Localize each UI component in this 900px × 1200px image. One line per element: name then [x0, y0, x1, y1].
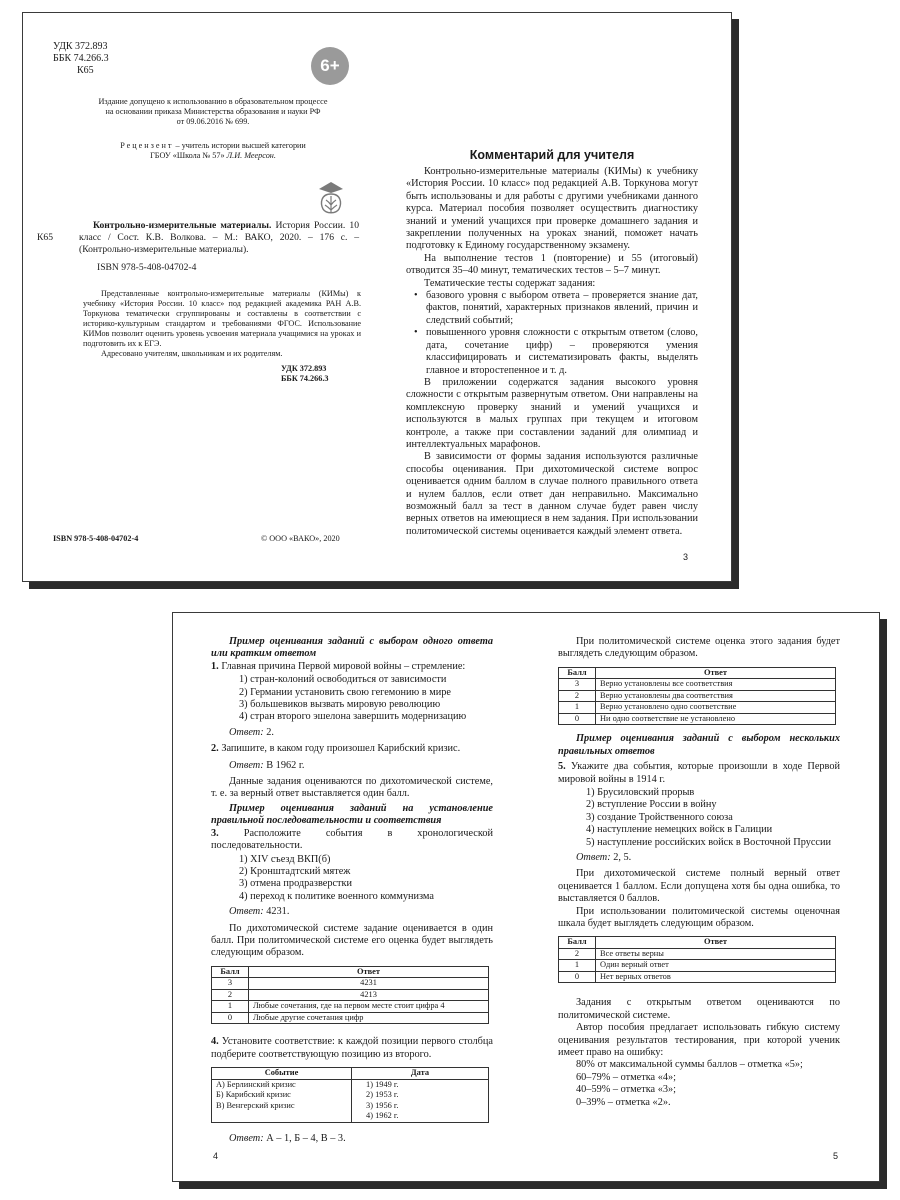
- question-4: Установите соответствие: к каждой позиции первого столбца подберите соответствующую позицию из второго.: [211, 1036, 494, 1060]
- option: 3) большевиков вызвать мировую революцию: [239, 699, 441, 711]
- isbn-main: ISBN 978-5-408-04702-4: [97, 262, 197, 273]
- option: 5) наступление российских войск в Восточной Пруссии: [586, 836, 832, 848]
- reviewer-label: Рецензент: [120, 141, 174, 150]
- option: 3) отмена продразверстки: [239, 878, 353, 890]
- answer-cell: Верно установлены два соответствия: [596, 690, 836, 702]
- score-cell: 0: [559, 713, 596, 725]
- section-heading: Пример оценивания заданий на установление правильной последовательности и соответствия: [211, 802, 493, 827]
- page-number-left: 4: [213, 1151, 219, 1161]
- section-heading: Пример оценивания заданий с выбором нескольких правильных ответов: [558, 733, 840, 757]
- column-header: Ответ: [596, 667, 836, 679]
- answer-cell: 4231: [249, 978, 489, 990]
- answer-cell: Нет верных ответов: [596, 971, 836, 983]
- grade-line: 80% от максимальной суммы баллов – отметка «5»;: [576, 1059, 803, 1071]
- answer-label: Ответ:: [229, 759, 264, 771]
- column-header: Ответ: [249, 966, 489, 978]
- answer-label: Ответ:: [229, 726, 264, 738]
- column-header: Балл: [559, 667, 596, 679]
- table-row: [559, 948, 836, 960]
- catalog-code: К65: [37, 232, 53, 243]
- paragraph: При дихотомической системе полный верный ответ оценивается 1 баллом. Если допущена хотя бы одна ошибка, то выставляется 0 баллов.: [558, 868, 840, 905]
- paragraph: Данные задания оцениваются по дихотомической системе, т. е. за верный ответ выставляется один балл.: [211, 776, 493, 800]
- table-row: [559, 679, 836, 691]
- date-item: 2) 1953 г.: [366, 1090, 399, 1100]
- catalog-description: История России. 10 класс / Сост. К.В. Волкова. – М.: ВАКО, 2020. – 176 с. – (Контрольно-измерительные материалы).: [79, 220, 359, 255]
- answer-cell: Один верный ответ: [596, 960, 836, 972]
- score-cell: 1: [212, 1001, 249, 1013]
- catalog-card: [37, 220, 359, 274]
- catalog-title: Контрольно-измерительные материалы.: [93, 220, 272, 231]
- answer-cell: Все ответы верны: [596, 948, 836, 960]
- answer-cell: Верно установлено одно соответствие: [596, 702, 836, 714]
- page-number-right: 5: [833, 1151, 839, 1161]
- date-item: 1) 1949 г.: [366, 1079, 399, 1089]
- udk-line: УДК 372.893: [53, 41, 108, 52]
- question-5-options: [586, 787, 840, 849]
- grade-line: 60–79% – отметка «4»;: [576, 1071, 677, 1083]
- bottom-page-spread: [172, 612, 880, 1182]
- approval-line: Издание допущено к использованию в образовательном процессе: [98, 97, 328, 106]
- test-types-list: [406, 290, 698, 377]
- teacher-comment: [406, 166, 698, 538]
- answer-value: В 1962 г.: [263, 759, 305, 771]
- table-row: [559, 690, 836, 702]
- scoring-table-q4: [558, 667, 836, 726]
- date-item: 4) 1962 г.: [366, 1111, 399, 1121]
- question-3-options: [239, 854, 493, 904]
- reviewer-school: ГБОУ «Школа № 57»: [150, 151, 227, 160]
- event-item: А) Берлинский кризис: [216, 1079, 296, 1089]
- bbk-bold: ББК 74.266.3: [281, 374, 329, 383]
- comment-paragraph: Тематические тесты содержат задания:: [424, 277, 596, 289]
- matching-table: [211, 1067, 489, 1123]
- answer-value: 2, 5.: [610, 851, 632, 863]
- option: 4) переход к политике военного коммунизма: [239, 890, 434, 902]
- answer-value: 4231.: [263, 906, 290, 918]
- table-row: [212, 1001, 489, 1013]
- bbk-line: ББК 74.266.3: [53, 53, 109, 64]
- score-cell: 3: [212, 978, 249, 990]
- answer-cell: 4213: [249, 989, 489, 1001]
- event-item: В) Венгерский кризис: [216, 1100, 295, 1110]
- approval-note: [53, 97, 373, 127]
- reviewer-note: [53, 141, 373, 161]
- score-cell: 2: [212, 989, 249, 1001]
- answer-label: Ответ:: [576, 851, 611, 863]
- table-row: [212, 989, 489, 1001]
- score-cell: 1: [559, 960, 596, 972]
- table-row: [559, 713, 836, 725]
- approval-line: на основании приказа Министерства образования и науки РФ: [105, 107, 321, 116]
- reviewer-text: – учитель истории высшей категории: [173, 141, 306, 150]
- option: 1) XIV съезд ВКП(б): [239, 853, 331, 865]
- answer-label: Ответ:: [229, 1132, 264, 1144]
- question-2: Запишите, в каком году произошел Карибский кризис.: [221, 743, 461, 755]
- udk-block: [53, 41, 173, 77]
- option: 4) наступление немецких войск в Галиции: [586, 824, 773, 836]
- grade-line: 0–39% – отметка «2».: [576, 1096, 671, 1108]
- approval-line: от 09.06.2016 № 699.: [176, 117, 250, 126]
- column-header: Дата: [352, 1068, 489, 1080]
- option: 4) стран второго эшелона завершить модернизацию: [239, 711, 467, 723]
- column-header: Ответ: [596, 937, 836, 949]
- answer-value: А – 1, Б – 4, В – 3.: [263, 1132, 346, 1144]
- scoring-table-q3: [211, 966, 489, 1025]
- score-cell: 2: [559, 690, 596, 702]
- publisher-logo-icon: [317, 181, 345, 215]
- isbn-footer: ISBN 978-5-408-04702-4: [53, 534, 139, 543]
- left-page-content: Пример оценивания заданий с выбором одного ответа или кратким ответом 1. Главная причина Первой мировой войны – стремление: 1) стран-колоний освободиться от зависимости 2) Германии установить свою гегемонию в мире 3) большевиков вызвать мировую революцию 4) стран второго эшелона завершить модернизацию Ответ: 2. 2. Запишите, в каком году произошел Карибский кризис. Ответ: В 1962 г. Данные задания оцениваются по дихотомической системе, т. е. за верный ответ выставляется один балл. Пример оценивания заданий на установление правильной последовательности и соответствия 3. Расположите события в хронологической последовательности. 1) XIV съезд ВКП(б) 2) Кронштадтский мятеж 3) отмена продразверстки 4) переход к политике военного коммунизма Ответ: 4231. По дихотомической системе задание оценивается в один балл. При политомической системе его оценка будет выглядеть следующим образом. Балл Ответ 3 4231 2 4213 1 Любые сочетания, где на первом месте стоит цифра 4 0 Любые другие сочетания цифр 4. Установите соответствие: к каждой позиции первого столбца подберите соответствующую позицию из второго. Событие Дата А) Берлинский кризис Б) Карибский кризис В) Венгерский кризис 1) 1949 г. 2) 1953 г. 3) 1956 г. 4) 1962 г. Ответ: А – 1, Б – 4, В – 3.: [211, 636, 494, 1144]
- answer-cell: Ни одно соответствие не установлено: [596, 713, 836, 725]
- paragraph: По дихотомической системе задание оценивается в один балл. При политомической системе его оценка будет выглядеть следующим образом.: [211, 922, 493, 959]
- table-row: [212, 1012, 489, 1024]
- comment-paragraph: В зависимости от формы задания используются различные способы оценивания. При дихотомической системе вопрос оценивается одним баллом в случае полного правильного ответа и нулем баллов, если ответ дан неправильно. Максимально возможный балл за тест в данном случае будет равен числу верных ответов на имеющиеся в нем задания. При использовании политомической системы оценивается каждый элемент ответа.: [406, 451, 698, 537]
- page-heading: Комментарий для учителя: [469, 148, 635, 162]
- score-cell: 0: [559, 971, 596, 983]
- paragraph: Автор пособия предлагает использовать гибкую систему оценивания результатов тестирования, при которой ученик имеет право на ошибку:: [558, 1022, 840, 1059]
- annotation-text: Представленные контрольно-измерительные материалы (КИМы) к учебнику «История России. 10 класс» под редакцией академика РАН А.В. Торкунова тематически сгруппированы и составлены в соответствии с историко-культурным стандартом и требованиями ФГОС. Использование КИМов позволит оценить уровень усвоения материала учащимися на уроках и подготовить их к ЕГЭ.: [83, 289, 361, 348]
- comment-paragraph: На выполнение тестов 1 (повторение) и 55 (итоговый) отводится 35–40 минут, тематических тестов – 5–7 минут.: [406, 252, 698, 277]
- grading-scale: [558, 1059, 840, 1109]
- column-header: Событие: [212, 1068, 352, 1080]
- question-5: Укажите два события, которые произошли в ходе Первой мировой войны в 1914 г.: [558, 761, 840, 785]
- table-row: [212, 1079, 489, 1122]
- age-rating-badge: 6+: [311, 47, 349, 85]
- option: 1) стран-колоний освободиться от зависимости: [239, 674, 447, 686]
- option: 2) Кронштадтский мятеж: [239, 865, 351, 877]
- comment-paragraph: Контрольно-измерительные материалы (КИМы) к учебнику «История России. 10 класс» под редакцией А.В. Торкунова могут быть использованы и для работы с другими учебниками данного курса. Материал пособия позволяет осуществить диагностику знаний и умений учащихся при проверке домашнего задания и закреплении полученных на уроках знаний, поможет начать подготовку к Единому государственному экзамену.: [406, 166, 698, 252]
- paragraph: Задания с открытым ответом оцениваются по политомической системе.: [558, 997, 840, 1021]
- answer-label: Ответ:: [229, 906, 264, 918]
- score-cell: 1: [559, 702, 596, 714]
- author-mark: К65: [77, 65, 94, 76]
- audience-text: Адресовано учителям, школьникам и их родителям.: [101, 349, 283, 358]
- udk-bold: УДК 372.893: [281, 364, 327, 373]
- option: 2) Германии установить свою гегемонию в мире: [239, 686, 451, 698]
- question-3: Расположите события в хронологической последовательности.: [211, 827, 494, 852]
- option: 3) создание Тройственного союза: [586, 811, 733, 823]
- table-row: [212, 978, 489, 990]
- question-1: Главная причина Первой мировой войны – стремление:: [221, 660, 466, 672]
- answer-cell: Любые сочетания, где на первом месте стоит цифра 4: [249, 1001, 489, 1013]
- table-row: [559, 960, 836, 972]
- question-1-options: [239, 674, 493, 724]
- udk-bold-block: [281, 364, 361, 384]
- top-page-spread: [22, 12, 732, 582]
- column-header: Балл: [212, 966, 249, 978]
- page-number: 3: [683, 552, 689, 562]
- right-page-content: При политомической системе оценка этого задания будет выглядеть следующим образом. Балл Ответ 3 Верно установлены все соответствия 2 Верно установлены два соответствия 1 Верно установлено одно соответствие 0 Ни одно соответствие не установлено Пример оценивания заданий с выбором нескольких правильных ответов 5. Укажите два события, которые произошли в ходе Первой мировой войны в 1914 г. 1) Брусиловский прорыв 2) вступление России в войну 3) создание Тройственного союза 4) наступление немецких войск в Галиции 5) наступление российских войск в Восточной Пруссии Ответ: 2, 5. При дихотомической системе полный верный ответ оценивается 1 баллом. Если допущена хотя бы одна ошибка, то выставляется 0 баллов. При использовании политомической системы оценочная шкала будет выглядеть следующим образом. Балл Ответ 2 Все ответы верны 1 Один верный ответ 0 Нет верных ответов Задания с открытым ответом оцениваются по политомической системе. Автор пособия предлагает использовать гибкую систему оценивания результатов тестирования, при которой ученик имеет право на ошибку: 80% от максимальной суммы баллов – отметка «5»; 60–79% – отметка «4»; 40–59% – отметка «3»; 0–39% – отметка «2».: [558, 636, 840, 1108]
- score-cell: 3: [559, 679, 596, 691]
- list-item: • базового уровня с выбором ответа – проверяется знание дат, фактов, понятий, характерных признаков явлений, причин и следствий событий;: [426, 290, 698, 327]
- scoring-table-q5: [558, 936, 836, 983]
- list-item: • повышенного уровня сложности с открытым ответом (слово, дата, сочетание цифр) – проверяются умения классифицировать и систематизировать факты, выделять главное и второстепенное и т. д.: [426, 327, 698, 377]
- column-header: Балл: [559, 937, 596, 949]
- paragraph: При использовании политомической системы оценочная шкала будет выглядеть следующим образом.: [558, 905, 840, 929]
- comment-paragraph: В приложении содержатся задания высокого уровня сложности с открытым развернутым ответом. Они направлены на комплексную проверку знаний и умений учащихся и используются в малых группах при текущем и итоговом контроле, а также при составлении заданий для олимпиад и интеллектуальных марафонов.: [406, 376, 698, 450]
- option: 2) вступление России в войну: [586, 799, 717, 811]
- annotation: [83, 289, 361, 359]
- answer-cell: Любые другие сочетания цифр: [249, 1012, 489, 1024]
- answer-value: 2.: [263, 726, 274, 738]
- grade-line: 40–59% – отметка «3»;: [576, 1084, 677, 1096]
- reviewer-name: Л.И. Меерсон.: [226, 151, 276, 160]
- answer-cell: Верно установлены все соответствия: [596, 679, 836, 691]
- table-row: [559, 971, 836, 983]
- score-cell: 2: [559, 948, 596, 960]
- copyright: © ООО «ВАКО», 2020: [261, 534, 340, 543]
- date-item: 3) 1956 г.: [366, 1100, 399, 1110]
- paragraph: При политомической системе оценка этого задания будет выглядеть следующим образом.: [558, 636, 840, 660]
- event-item: Б) Карибский кризис: [216, 1090, 291, 1100]
- option: 1) Брусиловский прорыв: [586, 786, 695, 798]
- section-heading: Пример оценивания заданий с выбором одного ответа или кратким ответом: [211, 636, 493, 660]
- table-row: [559, 702, 836, 714]
- score-cell: 0: [212, 1012, 249, 1024]
